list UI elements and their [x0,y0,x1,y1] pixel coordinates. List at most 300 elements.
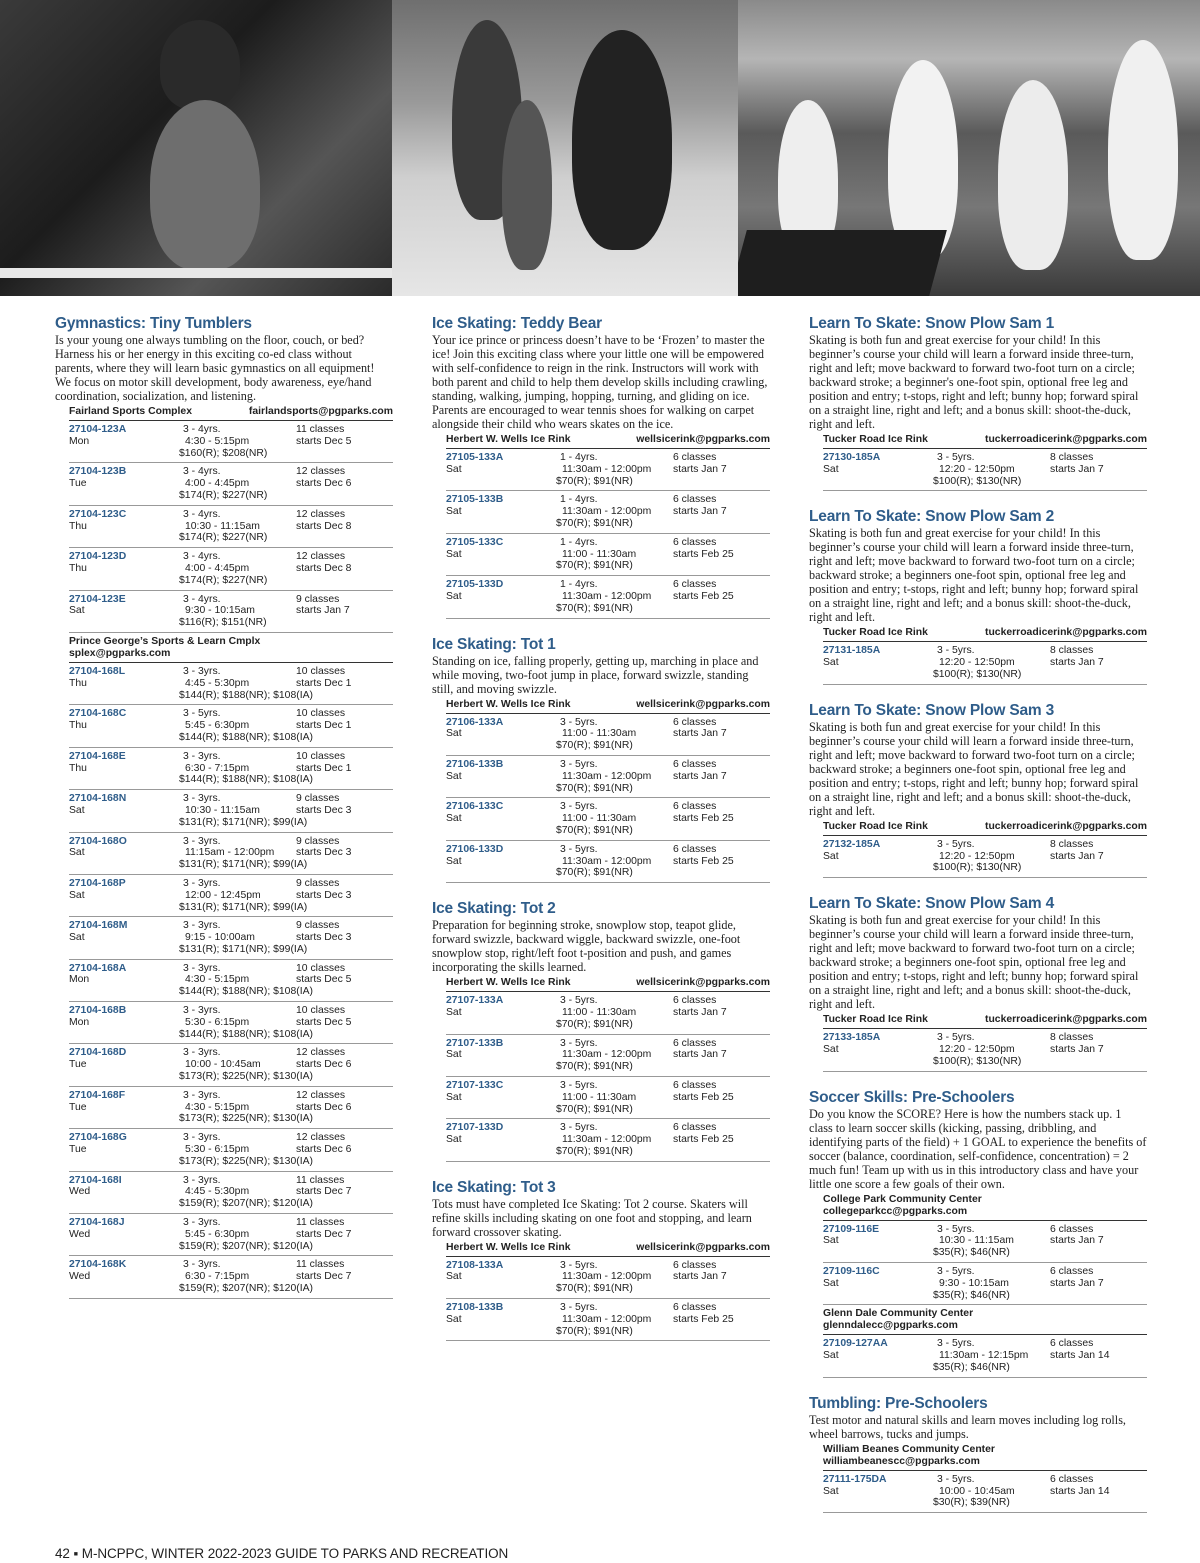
course-code[interactable]: 27107-133C [446,1079,504,1091]
spacer [69,448,183,460]
location-header [823,818,1147,836]
location-header [446,431,770,449]
age-range: 3 - 3yrs. [183,835,221,847]
class-fee: $159(R); $207(NR); $120(IA) [179,1283,313,1295]
class-time: 12:20 - 12:50pm [939,1043,1015,1055]
course-code[interactable]: 27111-175DA [823,1473,887,1485]
course-code[interactable]: 27104-168F [69,1089,126,1101]
start-date: starts Dec 1 [296,677,352,689]
start-date: starts Jan 7 [1050,463,1104,475]
location-header [69,403,393,421]
class-count: 10 classes [296,665,346,677]
class-fee: $70(R); $91(NR) [556,560,633,572]
program-title: Learn To Skate: Snow Plow Sam 1 [809,315,1055,332]
class-row [69,548,393,590]
class-fee: $70(R); $91(NR) [556,867,633,879]
spacer [823,1247,937,1259]
class-day: Sat [823,1277,839,1289]
class-fee: $173(R); $225(NR); $130(IA) [179,1071,313,1083]
start-date: starts Dec 1 [296,720,352,732]
class-row [446,714,770,756]
class-day: Sat [446,548,462,560]
age-range: 3 - 5yrs. [560,1037,598,1049]
spacer [69,575,183,587]
class-count: 10 classes [296,962,346,974]
spacer [69,1283,183,1295]
age-range: 3 - 4yrs. [183,551,221,563]
program-section [432,314,770,619]
program-title: Learn To Skate: Snow Plow Sam 4 [809,895,1055,913]
location-name: William Beanes Community Center [823,1443,995,1455]
page-footer: 42 ▪ M-NCPPC, WINTER 2022-2023 GUIDE TO PARKS AND RECREATION [55,1546,509,1561]
course-code[interactable]: 27104-168G [69,1132,127,1144]
spacer [823,1056,937,1068]
class-day: Sat [446,1134,462,1146]
spacer [446,560,560,572]
program-section [809,314,1147,491]
class-fee: $131(R); $171(NR); $99(IA) [179,943,308,955]
start-date: starts Jan 7 [673,463,727,475]
class-time: 4:30 - 5:15pm [185,435,250,447]
location-header [823,1441,1147,1471]
class-time: 9:30 - 10:15am [939,1277,1009,1289]
location-header [69,633,393,663]
start-date: starts Jan 7 [296,605,350,617]
class-list [446,449,770,619]
spacer [69,986,183,998]
class-day: Sat [823,463,839,475]
location-email: wellsicerink@pgparks.com [636,698,770,710]
class-fee: $100(R); $130(NR) [933,862,1022,874]
spacer [69,902,183,914]
program-title: Learn To Skate: Snow Plow Sam 2 [809,508,1055,526]
location-header [446,974,770,992]
start-date: starts Dec 7 [296,1186,352,1198]
age-range: 3 - 5yrs. [937,645,975,657]
spacer [69,1241,183,1253]
class-time: 11:00 - 11:30am [562,1091,637,1103]
spacer [69,1113,183,1125]
class-time: 11:00 - 11:30am [562,548,637,560]
course-code[interactable]: 27109-116C [823,1265,880,1277]
program-title: Ice Skating: Tot 2 [432,900,556,918]
class-time: 6:30 - 7:15pm [185,1271,250,1283]
column-left [55,314,393,1315]
class-count: 8 classes [1050,1032,1094,1044]
class-fee: $70(R); $91(NR) [556,1283,633,1295]
spacer [69,690,183,702]
class-list [823,836,1147,878]
class-count: 12 classes [296,1089,346,1101]
class-day: Sat [69,804,85,816]
class-day: Wed [69,1228,91,1240]
class-time: 5:30 - 6:15pm [185,1016,250,1028]
class-list [823,1221,1147,1306]
age-range: 3 - 5yrs. [560,801,598,813]
age-range: 3 - 5yrs. [560,843,598,855]
course-code[interactable]: 27132-185A [823,838,881,850]
ice-skating-photo [392,0,738,296]
program-section [809,1088,1147,1378]
class-count: 6 classes [673,801,717,813]
class-fee: $173(R); $225(NR); $130(IA) [179,1155,313,1167]
course-code[interactable]: 27106-133D [446,843,504,855]
course-code[interactable]: 27104-168J [69,1217,125,1229]
class-fee: $70(R); $91(NR) [556,782,633,794]
class-row [69,1087,393,1129]
program-description: Tots must have completed Ice Skating: Tot 2 course. Skaters will refine skills including skating on one foot and stopping, and learn forward crossover skating. [432,1196,752,1239]
class-list [446,992,770,1162]
class-row [823,449,1147,491]
course-code[interactable]: 27130-185A [823,452,881,463]
class-row [69,421,393,463]
location-email: tuckerroadicerink@pgparks.com [984,627,1147,639]
course-code[interactable]: 27104-168E [69,750,126,762]
class-fee: $173(R); $225(NR); $130(IA) [179,1113,313,1125]
start-date: starts Dec 5 [296,974,352,986]
class-day: Sat [446,590,462,602]
class-fee: $70(R); $91(NR) [556,1103,633,1115]
class-count: 6 classes [673,1259,717,1271]
class-day: Wed [69,1271,91,1283]
class-row [69,790,393,832]
class-row [446,1257,770,1299]
column-right [809,314,1147,1529]
age-range: 3 - 5yrs. [937,1338,975,1350]
class-time: 11:30am - 12:00pm [562,590,652,602]
class-count: 6 classes [673,995,717,1007]
class-count: 11 classes [296,1217,345,1229]
start-date: starts Jan 7 [673,1006,727,1018]
course-code[interactable]: 27104-168K [69,1259,127,1271]
spacer [69,817,183,829]
class-row [823,1471,1147,1513]
location-header [823,431,1147,449]
spacer [823,862,937,874]
age-range: 3 - 3yrs. [183,1047,221,1059]
class-fee: $144(R); $188(NR); $108(IA) [179,986,313,998]
course-code[interactable]: 27104-123C [69,508,127,520]
course-code[interactable]: 27105-133A [446,452,504,463]
course-code[interactable]: 27106-133B [446,758,504,770]
location-name: Glenn Dale Community Center [823,1308,974,1320]
class-time: 11:30am - 12:00pm [562,1313,652,1325]
course-code[interactable]: 27131-185A [823,645,881,657]
start-date: starts Dec 5 [296,435,352,447]
course-code[interactable]: 27104-168L [69,665,126,677]
class-day: Mon [69,974,90,986]
class-row [446,1299,770,1341]
class-fee: $159(R); $207(NR); $120(IA) [179,1198,313,1210]
class-time: 12:20 - 12:50pm [939,850,1015,862]
class-time: 4:00 - 4:45pm [185,562,250,574]
location-name: Tucker Road Ice Rink [823,820,928,832]
class-count: 9 classes [296,877,340,889]
age-range: 1 - 4yrs. [560,579,598,591]
class-row [446,841,770,883]
class-fee: $144(R); $188(NR); $108(IA) [179,1028,313,1040]
class-time: 11:30am - 12:00pm [562,855,652,867]
class-fee: $70(R); $91(NR) [556,1145,633,1157]
program-section [432,899,770,1162]
course-code[interactable]: 27107-133B [446,1037,504,1049]
course-code[interactable]: 27133-185A [823,1032,881,1044]
course-code[interactable]: 27104-123E [69,593,126,605]
location-email: collegeparkcc@pgparks.com [823,1205,968,1217]
class-row [69,663,393,705]
class-list [823,449,1147,491]
start-date: starts Dec 6 [296,1059,352,1071]
class-fee: $30(R); $39(NR) [933,1497,1010,1509]
class-day: Thu [69,762,87,774]
class-time: 10:30 - 11:15am [185,804,260,816]
location-name: Prince George’s Sports & Learn Cmplx [69,635,261,647]
course-code[interactable]: 27104-168O [69,835,127,847]
spacer [446,1104,560,1116]
program-description: Skating is both fun and great exercise for your child! In this beginner’s course your child will learn a forward inside three-turn, right and left; move backward to forward two-foot turn on a circle; backward stroke; a beginners one-foot spin, optional free leg and position and entry; t-stops, right and left; bunny hop; forward spiral on a straight line, right and left; and a bonus skill: shoot-the-duck, right and left. [809,526,1139,625]
class-day: Sat [446,1091,462,1103]
age-range: 3 - 3yrs. [183,1174,221,1186]
class-day: Sat [823,1043,839,1055]
class-list [446,714,770,884]
course-code[interactable]: 27105-133D [446,579,504,591]
class-day: Sat [446,1271,462,1283]
class-row [69,1129,393,1171]
course-code[interactable]: 27104-123B [69,466,127,478]
class-time: 11:15am - 12:00pm [185,847,275,859]
class-day: Tue [69,1101,87,1113]
program-description: Is your young one always tumbling on the floor, couch, or bed? Harness his or her energy in this exciting co-ed class without parents, where they will learn basic gymnastics on all equipment! We focus on motor skill development, body awareness, eye/hand coordination, socialization, and listening. [55,333,375,403]
class-day: Sat [446,506,462,518]
course-code[interactable]: 27107-133D [446,1122,504,1134]
class-time: 11:00 - 11:30am [562,813,637,825]
class-fee: $116(R); $151(NR) [179,617,267,629]
start-date: starts Jan 7 [673,1271,727,1283]
class-day: Tue [69,478,87,490]
spacer [446,1146,560,1158]
location-name: Tucker Road Ice Rink [823,1014,928,1026]
program-title: Gymnastics: Tiny Tumblers [55,315,252,332]
class-fee: $100(R); $130(NR) [933,668,1022,680]
class-time: 10:30 - 11:15am [185,520,260,532]
location-name: Herbert W. Wells Ice Rink [446,698,571,710]
age-range: 3 - 3yrs. [183,665,221,677]
start-date: starts Feb 25 [673,1134,734,1146]
location-name: Tucker Road Ice Rink [823,434,928,445]
class-row [69,705,393,747]
location-name: Herbert W. Wells Ice Rink [446,434,571,445]
class-time: 11:30am - 12:00pm [562,1271,652,1283]
course-code[interactable]: 27104-168I [69,1174,122,1186]
location-name: Tucker Road Ice Rink [823,627,928,639]
class-row [69,875,393,917]
course-code[interactable]: 27105-133B [446,494,504,506]
class-fee: $35(R); $46(NR) [933,1289,1010,1301]
spacer [446,1061,560,1073]
course-code[interactable]: 27109-127AA [823,1338,888,1350]
course-code[interactable]: 27104-168B [69,1005,127,1017]
location-header [823,1305,1147,1335]
spacer [446,825,560,837]
class-day: Sat [446,728,462,740]
class-list [69,421,393,633]
start-date: starts Jan 7 [1050,1277,1104,1289]
class-fee: $70(R); $91(NR) [556,475,633,487]
class-count: 6 classes [673,1302,717,1314]
start-date: starts Dec 3 [296,847,352,859]
class-count: 10 classes [296,1005,346,1017]
class-count: 6 classes [1050,1223,1094,1235]
program-title: Tumbling: Pre-Schoolers [809,1394,988,1412]
age-range: 3 - 3yrs. [183,877,221,889]
location-header [446,696,770,714]
age-range: 3 - 5yrs. [937,452,975,463]
start-date: starts Feb 25 [673,1313,734,1325]
class-day: Sat [69,847,85,859]
class-row [446,449,770,491]
spacer [69,1156,183,1168]
class-fee: $70(R); $91(NR) [556,1018,633,1030]
class-fee: $100(R); $130(NR) [933,1055,1022,1067]
class-day: Mon [69,1016,90,1028]
class-row [823,1221,1147,1263]
class-time: 12:20 - 12:50pm [939,657,1015,669]
course-code[interactable]: 27107-133A [446,995,504,1007]
course-code[interactable]: 27108-133B [446,1302,504,1314]
class-row [446,992,770,1034]
start-date: starts Dec 6 [296,478,352,490]
class-day: Sat [446,463,462,475]
age-range: 3 - 5yrs. [937,1265,975,1277]
start-date: starts Jan 7 [673,728,727,740]
class-row [446,491,770,533]
class-day: Sat [446,1313,462,1325]
class-list [823,642,1147,684]
class-day: Thu [69,677,87,689]
class-fee: $70(R); $91(NR) [556,1325,633,1337]
program-description: Skating is both fun and great exercise for your child! In this beginner’s course your child will learn a forward inside three-turn, right and left; move backward to forward two-foot turn on a circle; backward stroke; a beginners one-foot spin, optional free leg and position and entry; t-stops, right and left; bunny hop; forward spiral on a straight line, right and left; and a bonus skill: shoot-the-duck, right and left. [809,913,1139,1012]
cheerleaders-photo [738,0,1200,296]
class-count: 9 classes [296,793,340,805]
column-middle [432,314,770,1357]
course-code[interactable]: 27108-133A [446,1259,504,1271]
start-date: starts Dec 6 [296,1144,352,1156]
class-fee: $131(R); $171(NR); $99(IA) [179,859,308,871]
class-day: Sat [446,855,462,867]
class-row [69,463,393,505]
class-count: 6 classes [673,758,717,770]
spacer [69,490,183,502]
course-code[interactable]: 27109-116E [823,1223,880,1235]
class-day: Sat [823,1485,839,1497]
course-code[interactable]: 27104-123A [69,424,127,435]
start-date: starts Dec 5 [296,1016,352,1028]
start-date: starts Dec 8 [296,562,352,574]
course-code[interactable]: 27104-123D [69,551,127,563]
class-count: 6 classes [673,579,717,591]
age-range: 1 - 4yrs. [560,494,598,506]
class-row [69,591,393,633]
age-range: 3 - 5yrs. [560,995,598,1007]
course-code[interactable]: 27104-168A [69,962,127,974]
age-range: 3 - 3yrs. [183,1259,221,1271]
age-range: 3 - 5yrs. [937,838,975,850]
start-date: starts Feb 25 [673,548,734,560]
age-range: 3 - 5yrs. [560,1259,598,1271]
class-fee: $35(R); $46(NR) [933,1247,1010,1259]
class-time: 11:30am - 12:00pm [562,506,652,518]
class-day: Sat [446,813,462,825]
age-range: 3 - 3yrs. [183,750,221,762]
spacer [69,859,183,871]
course-code[interactable]: 27106-133A [446,716,504,728]
spacer [823,1497,937,1509]
class-fee: $160(R); $208(NR) [179,447,268,459]
spacer [823,1290,937,1302]
class-count: 12 classes [296,508,346,520]
spacer [446,1019,560,1031]
location-email: glenndalecc@pgparks.com [823,1320,958,1332]
location-email: wellsicerink@pgparks.com [636,977,770,989]
course-code[interactable]: 27104-168P [69,877,126,889]
course-code[interactable]: 27104-168N [69,793,127,805]
program-section [809,894,1147,1071]
class-count: 11 classes [296,1259,345,1271]
class-count: 9 classes [296,593,340,605]
program-description: Test motor and natural skills and learn moves including log rolls, wheel barrows, tucks and jumps. [809,1412,1126,1441]
start-date: starts Feb 25 [673,855,734,867]
spacer [69,1071,183,1083]
class-time: 11:30am - 12:00pm [562,770,652,782]
start-date: starts Feb 25 [673,813,734,825]
spacer [823,476,937,488]
class-row [69,506,393,548]
class-list [446,1257,770,1342]
program-title: Learn To Skate: Snow Plow Sam 3 [809,701,1055,719]
class-day: Thu [69,562,87,574]
class-count: 9 classes [296,835,340,847]
class-row [823,1335,1147,1377]
class-day: Sat [446,1049,462,1061]
class-fee: $144(R); $188(NR); $108(IA) [179,774,313,786]
class-fee: $174(R); $227(NR) [179,489,268,501]
start-date: starts Jan 14 [1050,1485,1110,1497]
age-range: 3 - 4yrs. [183,593,221,605]
course-code[interactable]: 27104-168M [69,920,128,932]
program-title: Soccer Skills: Pre-Schoolers [809,1088,1015,1106]
age-range: 3 - 3yrs. [183,1005,221,1017]
location-name: Herbert W. Wells Ice Rink [446,977,571,989]
spacer [446,1326,560,1338]
class-time: 4:30 - 5:15pm [185,1101,250,1113]
start-date: starts Dec 3 [296,932,352,944]
class-time: 11:30am - 12:00pm [562,463,652,475]
program-section [432,1178,770,1342]
start-date: starts Dec 8 [296,520,352,532]
course-code[interactable]: 27104-168D [69,1047,127,1059]
start-date: starts Jan 7 [1050,1235,1104,1247]
spacer [446,867,560,879]
location-email: tuckerroadicerink@pgparks.com [984,1014,1147,1026]
class-row [446,1035,770,1077]
course-code[interactable]: 27106-133C [446,801,504,813]
start-date: starts Dec 7 [296,1228,352,1240]
course-code[interactable]: 27104-168C [69,708,127,720]
age-range: 3 - 3yrs. [183,1217,221,1229]
course-code[interactable]: 27105-133C [446,536,504,548]
spacer [446,518,560,530]
class-row [69,1002,393,1044]
